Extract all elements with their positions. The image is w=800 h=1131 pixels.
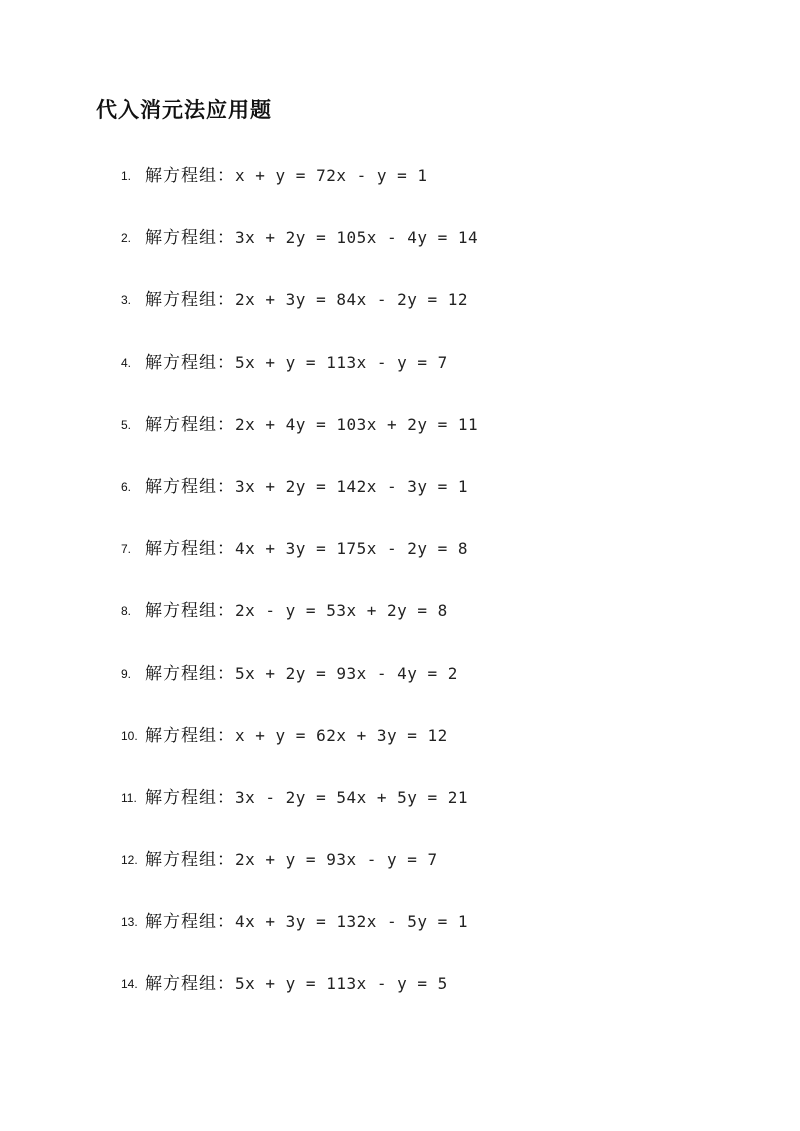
item-label: 解方程组： — [145, 601, 235, 622]
list-item — [121, 782, 761, 844]
item-label: 解方程组： — [145, 663, 235, 684]
list-item — [121, 347, 761, 409]
page-title: 代入消元法应用题 — [96, 98, 272, 122]
list-item — [121, 471, 761, 533]
item-label: 解方程组： — [145, 476, 235, 497]
item-number: 13. — [121, 915, 138, 930]
item-equation: 5x + y = 113x - y = 5 — [235, 974, 448, 994]
item-label: 解方程组： — [145, 166, 235, 186]
item-label: 解方程组： — [145, 290, 235, 311]
list-item — [121, 720, 761, 782]
item-equation: 2x - y = 53x + 2y = 8 — [235, 601, 448, 621]
problem-list — [121, 160, 761, 1031]
item-equation: 2x + 3y = 84x - 2y = 12 — [235, 290, 469, 310]
list-item — [121, 160, 761, 222]
item-number: 11. — [121, 790, 137, 805]
item-equation: x + y = 62x + 3y = 12 — [235, 725, 448, 745]
item-equation: x + y = 72x - y = 1 — [235, 166, 428, 185]
list-item — [121, 409, 761, 471]
item-equation: 5x + 2y = 93x - 4y = 2 — [235, 663, 458, 683]
item-equation: 3x + 2y = 142x - 3y = 1 — [235, 476, 469, 496]
item-number: 14. — [121, 977, 138, 992]
list-item — [121, 595, 761, 657]
item-number: 9. — [121, 666, 132, 681]
list-item — [121, 284, 761, 346]
item-equation: 4x + 3y = 175x - 2y = 8 — [235, 539, 469, 559]
list-item — [121, 906, 761, 968]
list-item — [121, 968, 761, 1030]
list-item — [121, 658, 761, 720]
item-number: 2. — [121, 231, 132, 246]
item-number: 4. — [121, 355, 132, 370]
item-number: 1. — [121, 169, 132, 183]
item-label: 解方程组： — [145, 974, 235, 995]
item-equation: 3x + 2y = 105x - 4y = 14 — [235, 228, 479, 248]
item-number: 10. — [121, 728, 138, 743]
item-label: 解方程组： — [145, 352, 235, 373]
item-equation: 2x + 4y = 103x + 2y = 11 — [235, 414, 479, 434]
list-item — [121, 222, 761, 284]
item-label: 解方程组： — [145, 725, 235, 746]
item-label: 解方程组： — [145, 228, 235, 249]
item-equation: 2x + y = 93x - y = 7 — [235, 850, 438, 870]
item-equation: 3x - 2y = 54x + 5y = 21 — [235, 787, 469, 807]
item-label: 解方程组： — [145, 912, 235, 933]
item-number: 12. — [121, 853, 138, 868]
item-label: 解方程组： — [145, 787, 235, 808]
item-label: 解方程组： — [145, 414, 235, 435]
list-item — [121, 844, 761, 906]
list-item — [121, 533, 761, 595]
item-label: 解方程组： — [145, 539, 235, 560]
item-equation: 5x + y = 113x - y = 7 — [235, 352, 448, 372]
item-number: 3. — [121, 293, 132, 308]
item-number: 6. — [121, 479, 132, 494]
item-label: 解方程组： — [145, 850, 235, 871]
item-number: 7. — [121, 542, 132, 557]
item-number: 8. — [121, 604, 132, 619]
item-equation: 4x + 3y = 132x - 5y = 1 — [235, 912, 469, 932]
item-number: 5. — [121, 417, 132, 432]
